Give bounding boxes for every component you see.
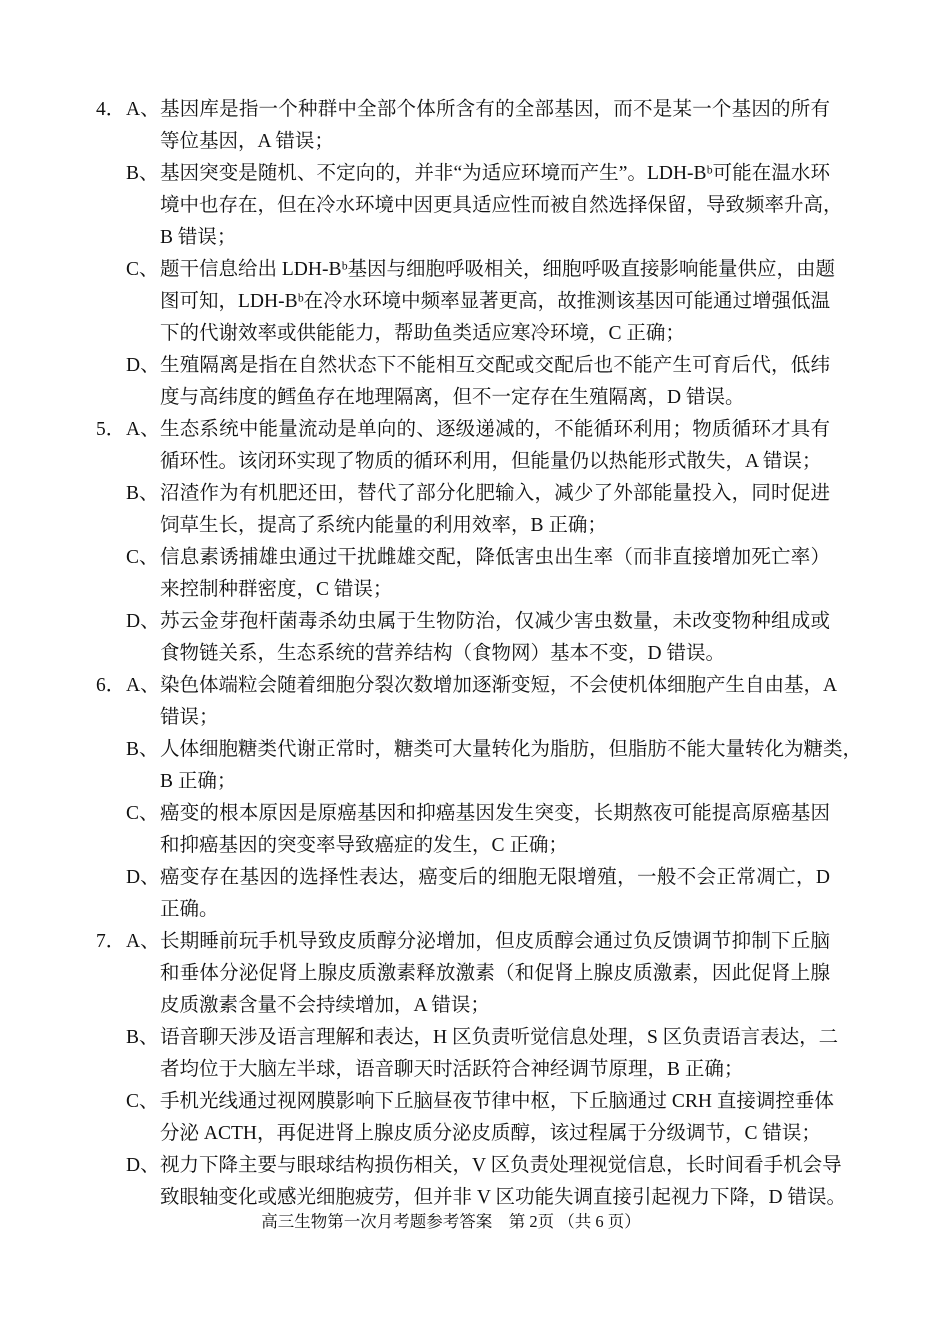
text-line — [0, 926, 950, 958]
option-label: D、 — [126, 355, 160, 376]
text-line — [0, 670, 950, 702]
text-line — [0, 318, 950, 350]
option-label: C、 — [126, 259, 159, 280]
text-line — [0, 1086, 950, 1118]
text-line — [0, 1150, 950, 1182]
option-text: 长期睡前玩手机导致皮质醇分泌增加，但皮质醇会通过负反馈调节抑制下丘脑 — [160, 931, 830, 952]
option-label: C、 — [126, 1091, 159, 1112]
option-text: 者均位于大脑左半球，语音聊天时活跃符合神经调节原理，B 正确； — [160, 1059, 744, 1080]
option-a — [0, 670, 950, 734]
text-line — [0, 222, 950, 254]
question-number: 6． — [96, 675, 126, 696]
text-line — [0, 574, 950, 606]
text-line — [0, 606, 950, 638]
option-text: 皮质激素含量不会持续增加，A 错误； — [160, 995, 490, 1016]
option-text: 信息素诱捕雄虫通过干扰雌雄交配，降低害虫出生率（而非直接增加死亡率） — [160, 547, 830, 568]
text-line — [0, 126, 950, 158]
option-label: A、 — [126, 419, 160, 440]
option-label: A、 — [126, 675, 160, 696]
option-text: 来控制种群密度，C 错误； — [160, 579, 393, 600]
option-c — [0, 254, 950, 350]
option-text: 基因突变是随机、不定向的，并非“为适应环境而产生”。LDH-Bᵇ可能在温水环 — [160, 163, 830, 184]
option-text: 度与高纬度的鳕鱼存在地理隔离，但不一定存在生殖隔离，D 错误。 — [160, 387, 745, 408]
option-text: 循环性。该闭环实现了物质的循环利用，但能量仍以热能形式散失，A 错误； — [160, 451, 822, 472]
option-label: A、 — [126, 99, 160, 120]
question-7 — [0, 926, 950, 1214]
text-line — [0, 798, 950, 830]
option-text: 手机光线通过视网膜影响下丘脑昼夜节律中枢，下丘脑通过 CRH 直接调控垂体 — [160, 1091, 834, 1112]
text-line — [0, 286, 950, 318]
option-text: 等位基因，A 错误； — [160, 131, 334, 152]
text-line — [0, 478, 950, 510]
text-line — [0, 830, 950, 862]
text-line — [0, 414, 950, 446]
text-line — [0, 734, 950, 766]
option-a — [0, 94, 950, 158]
option-c — [0, 1086, 950, 1150]
text-line — [0, 350, 950, 382]
question-4 — [0, 94, 950, 414]
question-6 — [0, 670, 950, 926]
option-a — [0, 926, 950, 1022]
text-line — [0, 766, 950, 798]
option-label: B、 — [126, 483, 159, 504]
text-line — [0, 190, 950, 222]
option-text: 沼渣作为有机肥还田，替代了部分化肥输入，减少了外部能量投入，同时促进 — [160, 483, 830, 504]
option-c — [0, 798, 950, 862]
text-line — [0, 94, 950, 126]
option-d — [0, 1150, 950, 1214]
option-text: 境中也存在，但在冷水环境中因更具适应性而被自然选择保留，导致频率升高， — [160, 195, 843, 216]
text-line — [0, 990, 950, 1022]
option-text: 苏云金芽孢杆菌毒杀幼虫属于生物防治，仅减少害虫数量，未改变物种组成或 — [160, 611, 830, 632]
option-text: 致眼轴变化或感光细胞疲劳，但并非 V 区功能失调直接引起视力下降，D 错误。 — [160, 1187, 846, 1208]
text-line — [0, 254, 950, 286]
text-line — [0, 510, 950, 542]
footer-text: 高三生物第一次月考题参考答案 第 2页 （共 6 页） — [261, 1212, 641, 1231]
option-text: 下的代谢效率或供能能力，帮助鱼类适应寒冷环境，C 正确； — [160, 323, 685, 344]
text-line — [0, 382, 950, 414]
option-d — [0, 606, 950, 670]
option-label: B、 — [126, 1027, 159, 1048]
option-text: 图可知，LDH-Bᵇ在冷水环境中频率显著更高，故推测该基因可能通过增强低温 — [160, 291, 831, 312]
option-label: C、 — [126, 547, 159, 568]
option-text: B 错误； — [160, 227, 237, 248]
question-5 — [0, 414, 950, 670]
option-text: 和抑癌基因的突变率导致癌症的发生，C 正确； — [160, 835, 568, 856]
text-line — [0, 862, 950, 894]
option-text: 人体细胞糖类代谢正常时，糖类可大量转化为脂肪，但脂肪不能大量转化为糖类， — [160, 739, 863, 760]
text-line — [0, 1118, 950, 1150]
question-number: 7． — [96, 931, 126, 952]
option-text: 语音聊天涉及语言理解和表达，H 区负责听觉信息处理，S 区负责语言表达，二 — [160, 1027, 839, 1048]
option-label: A、 — [126, 931, 160, 952]
option-a — [0, 414, 950, 478]
question-number: 4． — [96, 99, 126, 120]
text-line — [0, 1054, 950, 1086]
text-line — [0, 158, 950, 190]
option-text: 生态系统中能量流动是单向的、逐级递减的，不能循环利用；物质循环才具有 — [160, 419, 830, 440]
option-c — [0, 542, 950, 606]
text-line — [0, 638, 950, 670]
option-b — [0, 478, 950, 542]
option-text: 错误； — [160, 707, 219, 728]
option-text: 饲草生长，提高了系统内能量的利用效率，B 正确； — [160, 515, 607, 536]
option-label: B、 — [126, 739, 159, 760]
option-b — [0, 158, 950, 254]
option-text: 癌变的根本原因是原癌基因和抑癌基因发生突变，长期熬夜可能提高原癌基因 — [160, 803, 830, 824]
option-label: D、 — [126, 867, 160, 888]
option-text: 基因库是指一个种群中全部个体所含有的全部基因，而不是某一个基因的所有 — [160, 99, 830, 120]
option-text: 分泌 ACTH，再促进肾上腺皮质分泌皮质醇，该过程属于分级调节，C 错误； — [160, 1123, 821, 1144]
option-text: 染色体端粒会随着细胞分裂次数增加逐渐变短，不会使机体细胞产生自由基，A — [160, 675, 838, 696]
option-text: 癌变存在基因的选择性表达，癌变后的细胞无限增殖，一般不会正常凋亡，D — [160, 867, 830, 888]
option-label: B、 — [126, 163, 159, 184]
option-b — [0, 734, 950, 798]
option-text: 食物链关系，生态系统的营养结构（食物网）基本不变，D 错误。 — [160, 643, 725, 664]
text-line — [0, 542, 950, 574]
text-line — [0, 1022, 950, 1054]
option-d — [0, 350, 950, 414]
option-label: D、 — [126, 611, 160, 632]
text-line — [0, 958, 950, 990]
option-b — [0, 1022, 950, 1086]
question-number: 5． — [96, 419, 126, 440]
text-line — [0, 446, 950, 478]
option-text: 题干信息给出 LDH-Bᵇ基因与细胞呼吸相关，细胞呼吸直接影响能量供应，由题 — [160, 259, 835, 280]
option-text: 视力下降主要与眼球结构损伤相关，V 区负责处理视觉信息，长时间看手机会导 — [160, 1155, 842, 1176]
option-label: D、 — [126, 1155, 160, 1176]
option-text: B 正确； — [160, 771, 237, 792]
option-text: 正确。 — [160, 899, 219, 920]
text-line — [0, 702, 950, 734]
option-text: 和垂体分泌促肾上腺皮质激素释放激素（和促肾上腺皮质激素，因此促肾上腺 — [160, 963, 830, 984]
text-line — [0, 894, 950, 926]
option-d — [0, 862, 950, 926]
option-label: C、 — [126, 803, 159, 824]
answer-document — [0, 94, 950, 1214]
option-text: 生殖隔离是指在自然状态下不能相互交配或交配后也不能产生可育后代，低纬 — [160, 355, 830, 376]
page-footer — [0, 1208, 950, 1232]
